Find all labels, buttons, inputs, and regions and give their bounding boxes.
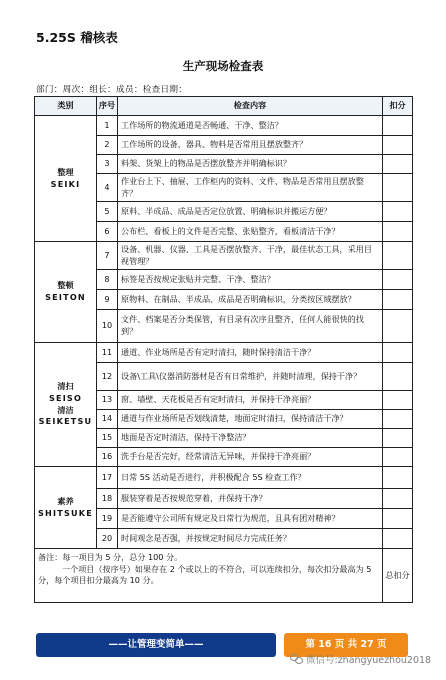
score-cell[interactable] bbox=[383, 467, 413, 489]
score-cell[interactable] bbox=[383, 202, 413, 222]
wechat-icon bbox=[290, 654, 303, 664]
footer-slogan-banner: ——让管理变简单—— bbox=[36, 633, 276, 657]
score-cell[interactable] bbox=[383, 343, 413, 363]
header-number: 序号 bbox=[97, 97, 118, 116]
item-content: 通道、作业场所是否有定时清扫，随时保持清洁干净？ bbox=[118, 343, 383, 363]
category-seiton bbox=[35, 242, 97, 343]
score-cell[interactable] bbox=[383, 489, 413, 509]
table-row bbox=[35, 343, 413, 363]
table-row bbox=[35, 242, 413, 270]
category-en: SHITSUKE bbox=[38, 507, 93, 518]
watermark bbox=[290, 652, 431, 666]
score-cell[interactable] bbox=[383, 290, 413, 310]
header-content: 检查内容 bbox=[118, 97, 383, 116]
category-cn: 整顿 bbox=[57, 280, 74, 291]
category-en: SEIKI bbox=[50, 178, 81, 189]
inspection-table bbox=[34, 96, 413, 603]
category-shitsuke bbox=[35, 467, 97, 549]
item-content: 日常 5S 活动是否进行，并积极配合 5S 检查工作？ bbox=[118, 467, 383, 489]
category-cn: 整理 bbox=[57, 166, 74, 177]
score-cell[interactable] bbox=[383, 509, 413, 529]
item-number: 16 bbox=[97, 448, 118, 467]
item-content: 地面是否定时清洁，保持干净整洁？ bbox=[118, 429, 383, 448]
category-cn: 清扫 bbox=[57, 381, 74, 392]
item-content: 通道与作业场所是否划线清楚，地面定时清扫，保持清洁干净？ bbox=[118, 410, 383, 429]
score-cell[interactable] bbox=[383, 155, 413, 174]
total-deduction-cell[interactable] bbox=[383, 549, 413, 603]
item-content: 窗、墙壁、天花板是否有定时清扫，并保持干净亮丽？ bbox=[118, 391, 383, 410]
item-number: 11 bbox=[97, 343, 118, 363]
score-cell[interactable] bbox=[383, 363, 413, 391]
item-content: 服装穿着是否按规范穿着，并保持干净？ bbox=[118, 489, 383, 509]
watermark-text: 微信号:zhangyuezhou2018 bbox=[306, 655, 432, 666]
category-cn: 素养 bbox=[57, 495, 74, 506]
item-number: 15 bbox=[97, 429, 118, 448]
item-number: 14 bbox=[97, 410, 118, 429]
category-en-2: SEIKETSU bbox=[38, 416, 93, 427]
score-cell[interactable] bbox=[383, 391, 413, 410]
header-score: 扣分 bbox=[383, 97, 413, 116]
item-number: 3 bbox=[97, 155, 118, 174]
score-cell[interactable] bbox=[383, 116, 413, 136]
table-header-row bbox=[35, 97, 413, 116]
table-row bbox=[35, 116, 413, 136]
item-number: 6 bbox=[97, 222, 118, 242]
item-number: 20 bbox=[97, 529, 118, 549]
category-seiri bbox=[35, 116, 97, 242]
item-content: 洗手台是否完好，经常清洁无异味，并保持干净亮丽？ bbox=[118, 448, 383, 467]
item-number: 1 bbox=[97, 116, 118, 136]
item-number: 17 bbox=[97, 467, 118, 489]
header-category: 类别 bbox=[35, 97, 97, 116]
category-en: SEITON bbox=[45, 292, 86, 302]
score-cell[interactable] bbox=[383, 310, 413, 343]
score-cell[interactable] bbox=[383, 136, 413, 155]
item-content: 标签是否按规定张贴并完整、干净、整洁？ bbox=[118, 270, 383, 290]
score-cell[interactable] bbox=[383, 429, 413, 448]
notes-row bbox=[35, 549, 413, 603]
item-number: 2 bbox=[97, 136, 118, 155]
item-content: 设备、机器、仪器、工具是否摆放整齐、干净，最佳状态工具，采用目视管理？ bbox=[118, 242, 383, 270]
notes-cell bbox=[35, 549, 383, 603]
score-cell[interactable] bbox=[383, 242, 413, 270]
item-content: 文件、档案是否分类保管，有目录有次序且整齐，任何人能很快的找到？ bbox=[118, 310, 383, 343]
item-content: 原物料、在制品、半成品、成品是否明确标识，分类按区域摆放？ bbox=[118, 290, 383, 310]
item-content: 工作场所的物流通道是否畅通、干净、整洁？ bbox=[118, 116, 383, 136]
document-title: 生产现场检查表 bbox=[182, 59, 264, 73]
note-line-1: 备注：每一项目为 5 分，总分 100 分。 bbox=[38, 552, 183, 562]
item-content: 工作场所的设备、器具、物料是否常用且摆放整齐？ bbox=[118, 136, 383, 155]
category-cn-2: 清洁 bbox=[57, 404, 74, 415]
page-number-badge: 第 16 页 共 27 页 bbox=[284, 633, 408, 657]
meta-info-line: 部门：周次：组长：成员：检查日期： bbox=[36, 85, 188, 95]
item-number: 19 bbox=[97, 509, 118, 529]
item-content: 设备\工具\仪器消防器材是否有日常维护，并随时清理，保持干净？ bbox=[118, 363, 383, 391]
score-cell[interactable] bbox=[383, 222, 413, 242]
item-content: 原料、半成品、成品是否定位放置、明确标识并搬运方便？ bbox=[118, 202, 383, 222]
score-cell[interactable] bbox=[383, 174, 413, 202]
total-deduction-label: 总扣分 bbox=[385, 569, 410, 580]
category-seiso-seiketsu bbox=[35, 343, 97, 467]
section-title: 5.25S 稽核表 bbox=[36, 30, 118, 45]
item-number: 18 bbox=[97, 489, 118, 509]
item-content: 时间观念是否强，并按规定时间尽力完成任务？ bbox=[118, 529, 383, 549]
score-cell[interactable] bbox=[383, 270, 413, 290]
item-number: 8 bbox=[97, 270, 118, 290]
item-number: 9 bbox=[97, 290, 118, 310]
item-number: 10 bbox=[97, 310, 118, 343]
item-content: 公布栏、看板上的文件是否完整、张贴整齐，看板清洁干净？ bbox=[118, 222, 383, 242]
note-line-2: 一个项目（按序号）如果存在 2 个或以上的不符合，可以连续扣分，每次扣分最高为 5 分，每个项目扣分最高为 10 分。 bbox=[38, 563, 372, 586]
item-content: 是否能遵守公司所有规定及日常行为规范，且具有团对精神？ bbox=[118, 509, 383, 529]
item-number: 4 bbox=[97, 174, 118, 202]
category-en: SEISO bbox=[48, 392, 83, 403]
item-number: 12 bbox=[97, 363, 118, 391]
item-number: 7 bbox=[97, 242, 118, 270]
item-content: 料架、货架上的物品是否摆放整齐并明确标识？ bbox=[118, 155, 383, 174]
table-row bbox=[35, 467, 413, 489]
score-cell[interactable] bbox=[383, 410, 413, 429]
item-content: 作业台上下、抽屉、工作柜内的资料、文件、物品是否常用且摆放整齐？ bbox=[118, 174, 383, 202]
item-number: 5 bbox=[97, 202, 118, 222]
score-cell[interactable] bbox=[383, 448, 413, 467]
score-cell[interactable] bbox=[383, 529, 413, 549]
item-number: 13 bbox=[97, 391, 118, 410]
